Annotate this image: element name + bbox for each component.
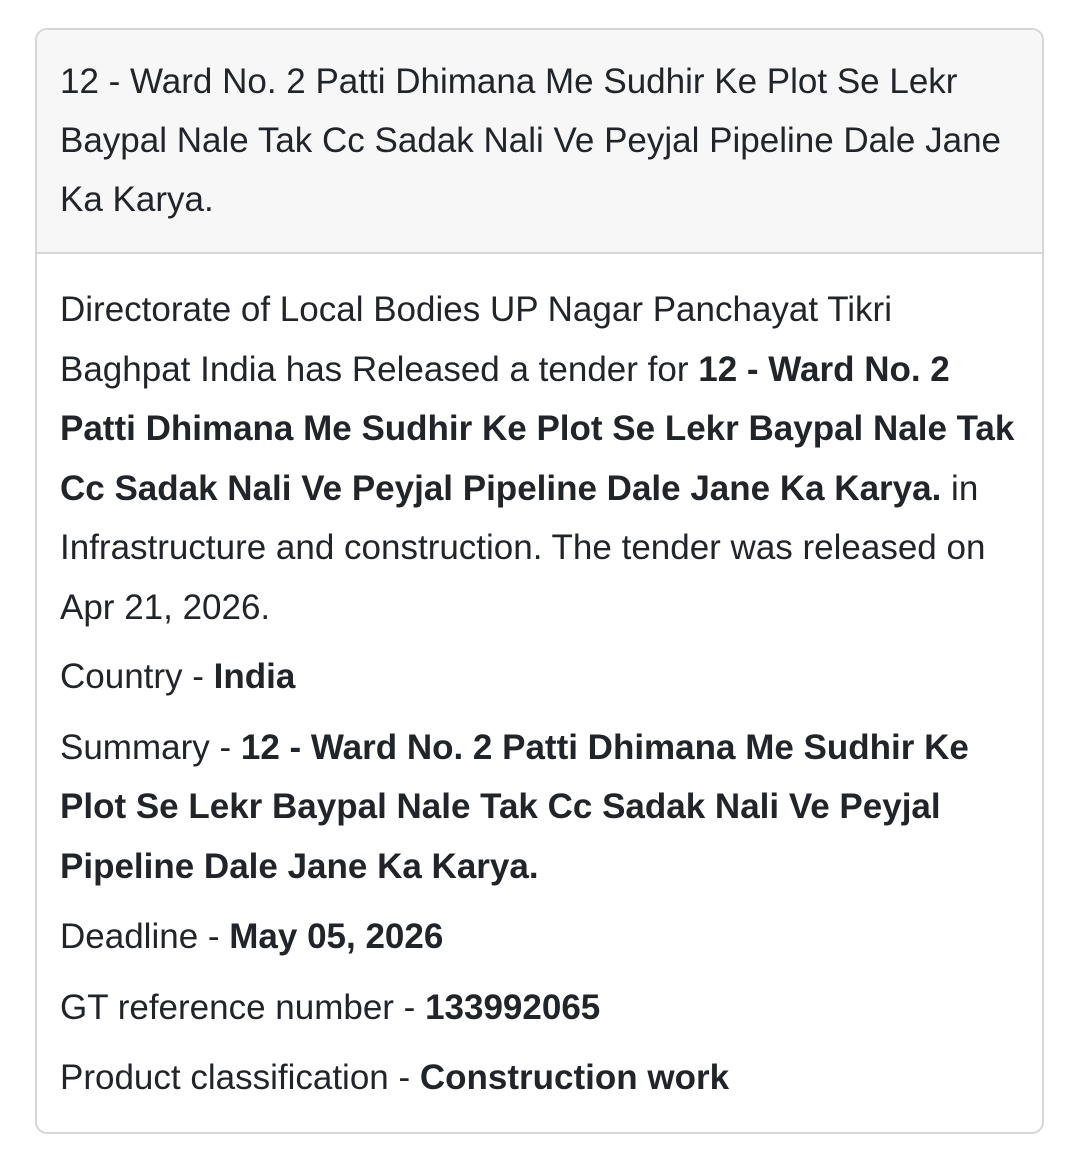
tender-description [60, 280, 1020, 637]
deadline-row [60, 907, 1020, 967]
country-row [60, 647, 1020, 707]
tender-card-header [37, 30, 1042, 254]
tender-card-body [37, 254, 1042, 1108]
tender-card [35, 28, 1044, 1134]
description-suffix: in Infrastructure and construction. The tender was released on Apr 21, 2026. [60, 468, 986, 627]
description-tender-title: 12 - Ward No. 2 Patti Dhimana Me Sudhir Ke Plot Se Lekr Baypal Nale Tak Cc Sadak Nali Ve Peyjal Pipeline Dale Jane Ka Karya. [60, 349, 1015, 508]
tender-title: 12 - Ward No. 2 Patti Dhimana Me Sudhir Ke Plot Se Lekr Baypal Nale Tak Cc Sadak Nali Ve Peyjal Pipeline Dale Jane Ka Karya. [60, 62, 1002, 219]
product-classification-label: Product classification - [60, 1058, 420, 1097]
deadline-value: May 05, 2026 [229, 917, 444, 956]
product-classification-row [60, 1048, 1020, 1108]
summary-row [60, 718, 1020, 897]
description-prefix: Directorate of Local Bodies UP Nagar Panchayat Tikri Baghpat India has Released a tender for [60, 290, 892, 389]
summary-value: 12 - Ward No. 2 Patti Dhimana Me Sudhir Ke Plot Se Lekr Baypal Nale Tak Cc Sadak Nali Ve Peyjal Pipeline Dale Jane Ka Karya. [60, 727, 969, 886]
country-value: India [213, 657, 296, 696]
gt-reference-value: 133992065 [425, 987, 601, 1027]
deadline-label: Deadline - [60, 917, 230, 956]
gt-reference-label: GT reference number - [60, 987, 426, 1027]
gt-reference-row [60, 978, 1020, 1038]
summary-label: Summary - [60, 727, 241, 767]
product-classification-value: Construction work [419, 1058, 730, 1097]
country-label: Country - [60, 657, 214, 696]
